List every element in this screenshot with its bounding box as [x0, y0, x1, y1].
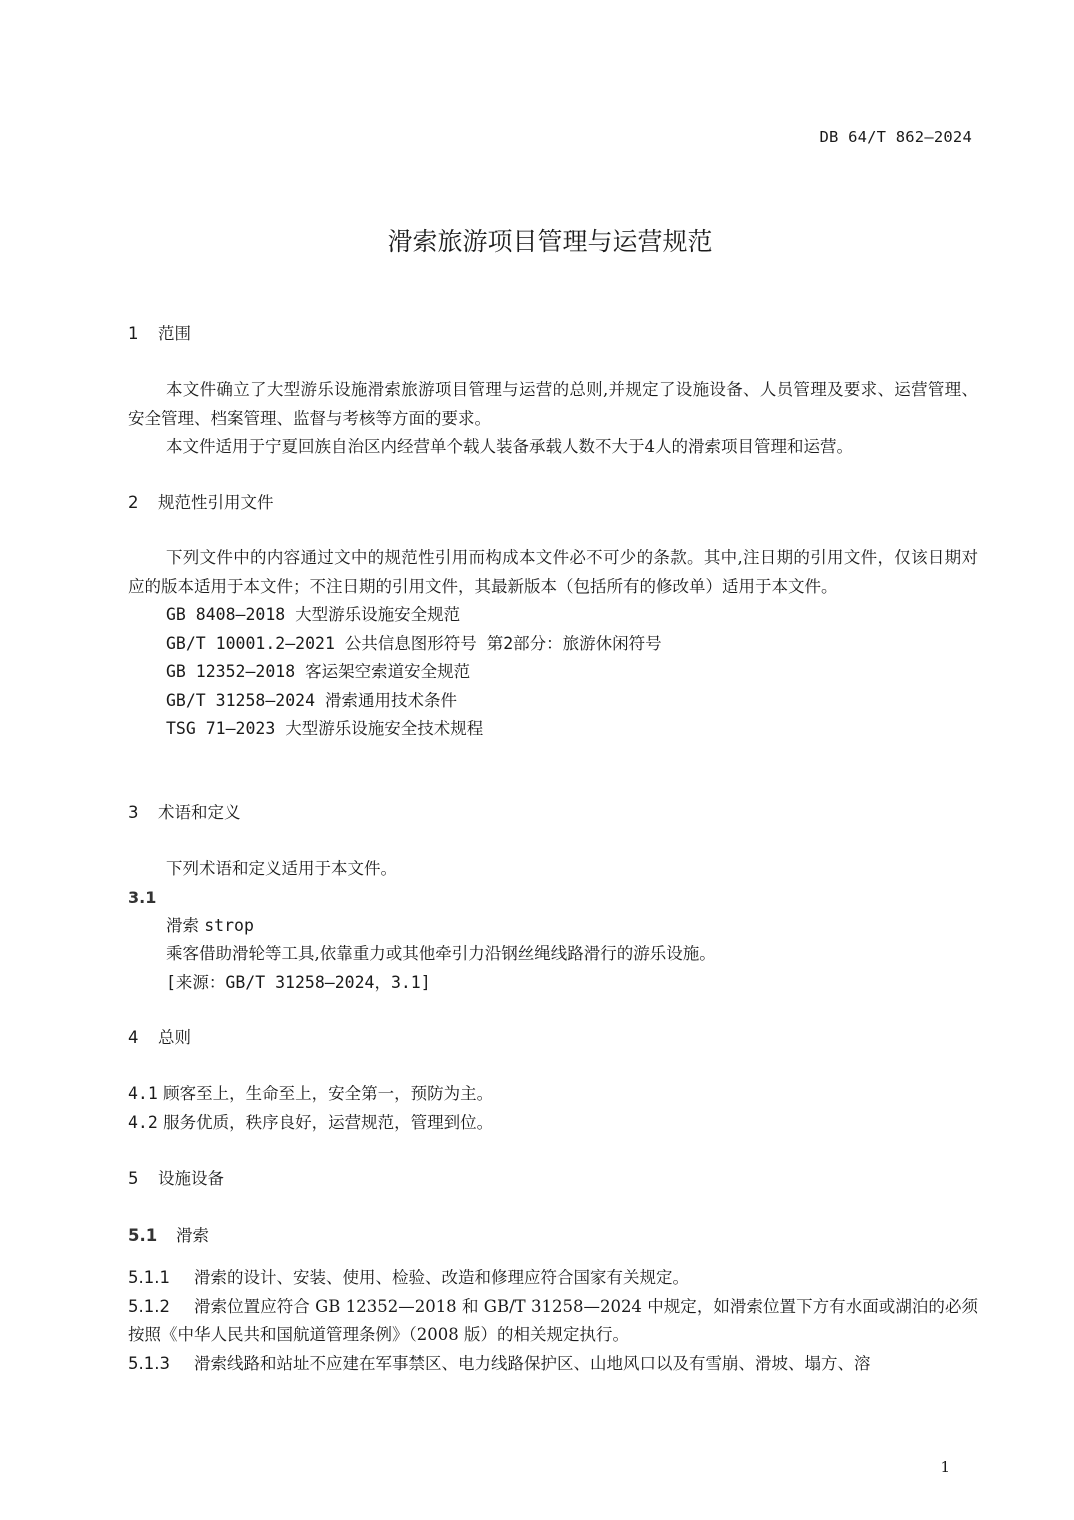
- document-title: 滑索旅游项目管理与运营规范: [387, 227, 713, 256]
- subsection-5-1-heading: [128, 1222, 978, 1250]
- paragraph: 本文件适用于宁夏回族自治区内经营单个载人装备承载人数不大于4人的滑索项目管理和运营。: [166, 437, 853, 456]
- term-english: strop: [204, 915, 254, 935]
- section-5-heading: [128, 1165, 978, 1193]
- section-number: 3: [128, 803, 139, 822]
- term-number: 3.1: [128, 887, 157, 907]
- reference-item: GB/T 10001.2—2021 公共信息图形符号 第2部分：旅游休闲符号: [166, 633, 662, 653]
- term-entry: [128, 912, 978, 941]
- subsection-5-1-body: [128, 1264, 978, 1378]
- section-2-body: [128, 544, 978, 744]
- section-number: 4: [128, 1028, 139, 1047]
- page-number: 1: [940, 1458, 950, 1476]
- section-4-body: [128, 1080, 978, 1137]
- clause-number: 4.2: [128, 1112, 158, 1132]
- section-2-heading: [128, 489, 978, 517]
- subsection-title: 滑索: [176, 1226, 209, 1245]
- section-title: 术语和定义: [158, 803, 241, 822]
- clause-number: 5.1.2: [128, 1296, 170, 1316]
- clause-number: 5.1.3: [128, 1353, 170, 1373]
- clause-item: [128, 1293, 978, 1350]
- clause-number: 4.1: [128, 1084, 158, 1103]
- section-number: 5: [128, 1169, 139, 1188]
- paragraph: 本文件确立了大型游乐设施滑索旅游项目管理与运营的总则,并规定了设施设备、人员管理及要求、运营管理、安全管理、档案管理、监督与考核等方面的要求。: [128, 380, 978, 428]
- section-1-body: [128, 376, 978, 462]
- clause-text: 滑索的设计、安装、使用、检验、改造和修理应符合国家有关规定。: [194, 1268, 689, 1287]
- subsection-number: 5.1: [128, 1226, 158, 1245]
- clause-text: 服务优质，秩序良好，运营规范，管理到位。: [163, 1112, 494, 1132]
- section-3-heading: [128, 799, 978, 827]
- reference-item: GB 8408—2018 大型游乐设施安全规范: [166, 605, 461, 624]
- section-4-heading: [128, 1024, 978, 1052]
- clause-text: 滑索位置应符合 GB 12352—2018 和 GB/T 31258—2024 中规定，如滑索位置下方有水面或湖泊的必须按照《中华人民共和国航道管理条例》（2008 版）的相关规定执行。: [128, 1296, 978, 1344]
- section-number: 2: [128, 493, 139, 512]
- clause-item: [128, 1350, 978, 1379]
- section-title: 总则: [158, 1028, 191, 1047]
- paragraph: 下列术语和定义适用于本文件。: [166, 859, 397, 878]
- section-title: 设施设备: [158, 1169, 224, 1188]
- reference-item: TSG 71—2023 大型游乐设施安全技术规程: [166, 719, 484, 738]
- clause-item: [128, 1080, 978, 1109]
- clause-item: [128, 1109, 978, 1138]
- term-definition: 乘客借助滑轮等工具,依靠重力或其他牵引力沿钢丝绳线路滑行的游乐设施。: [166, 944, 716, 963]
- section-number: 1: [128, 324, 139, 343]
- section-title: 规范性引用文件: [158, 493, 274, 512]
- section-title: 范围: [158, 324, 191, 343]
- clause-item: [128, 1264, 978, 1293]
- paragraph: 下列文件中的内容通过文中的规范性引用而构成本文件必不可少的条款。其中,注日期的引用文件，仅该日期对应的版本适用于本文件；不注日期的引用文件，其最新版本（包括所有的修改单）适用于本文件。: [128, 548, 978, 596]
- reference-item: GB/T 31258—2024 滑索通用技术条件: [166, 690, 457, 710]
- clause-text: 滑索线路和站址不应建在军事禁区、电力线路保护区、山地风口以及有雪崩、滑坡、塌方、溶: [194, 1353, 871, 1373]
- clause-number: 5.1.1: [128, 1268, 170, 1287]
- standard-number: DB 64/T 862—2024: [819, 128, 972, 146]
- clause-text: 顾客至上，生命至上，安全第一，预防为主。: [163, 1084, 494, 1103]
- term-chinese: 滑索: [166, 915, 199, 935]
- section-1-heading: [128, 320, 978, 348]
- reference-item: GB 12352—2018 客运架空索道安全规范: [166, 662, 471, 681]
- term-source: [来源：GB/T 31258—2024，3.1]: [166, 972, 431, 992]
- section-3-body: [128, 855, 978, 997]
